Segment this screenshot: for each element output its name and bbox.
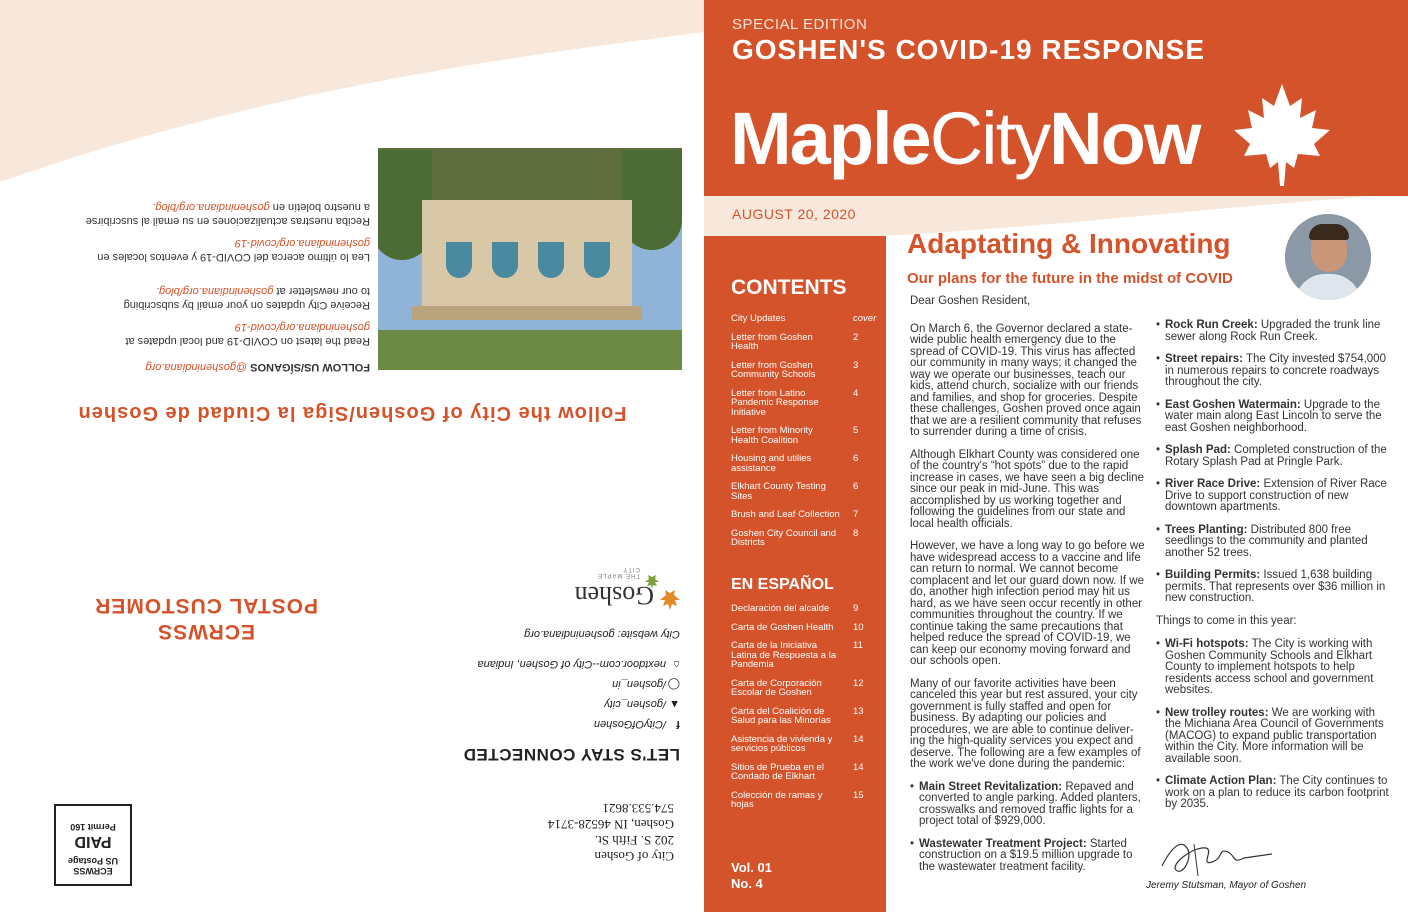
bullet-text: Upgraded the trunk line sewer along Rock Run Creek.: [1165, 319, 1381, 343]
toc-entry-page: 12: [853, 677, 864, 689]
update-item: Receive City updates on your email by subscribing to our newsletter at goshenindiana.org/blog.: [123, 285, 370, 311]
postage-paid: PAID: [74, 833, 112, 850]
column-2-future: [1156, 639, 1392, 811]
bullet-item: [1156, 354, 1392, 389]
bullet-dot-icon: •: [1156, 523, 1161, 536]
bullet-dot-icon: •: [1156, 706, 1161, 719]
bullet-item: [1156, 570, 1392, 605]
toc-entry-page: 14: [853, 761, 864, 773]
bullet-label: New trolley routes:: [1165, 706, 1269, 719]
bullet-label: Rock Run Creek:: [1165, 319, 1258, 331]
return-address-line: City of Goshen: [594, 849, 674, 864]
response-title: GOSHEN'S COVID-19 RESPONSE: [732, 34, 1205, 65]
return-address-line: 202 S. Fifth St.: [594, 833, 674, 848]
bullet-label: Trees Planting:: [1165, 523, 1248, 536]
city-hall-photo: [378, 148, 682, 370]
update-item: Lea lo último acerca del COVID-19 y eventos locales en goshenindiana.org/covid-19: [40, 236, 370, 264]
toc-entry[interactable]: [731, 604, 881, 614]
article-column-2: [1156, 320, 1392, 822]
signature-caption: Jeremy Stutsman, Mayor of Goshen: [1146, 880, 1307, 891]
return-address: [548, 800, 674, 864]
toc-entry-page: 13: [853, 705, 864, 717]
social-link[interactable]: ▲/goshen_city: [360, 694, 680, 714]
bullet-dot-icon: •: [910, 837, 915, 850]
bullet-dot-icon: •: [1156, 353, 1161, 365]
bullet-label: East Goshen Watermain:: [1165, 398, 1301, 411]
toc-entry-title: Carta de Corporación Escolar de Goshen: [731, 677, 822, 698]
bullet-text: The City continues to work on a plan to reduce its carbon footprint by 2035.: [1165, 775, 1389, 810]
toc-entry-page: 14: [853, 733, 864, 745]
bullet-item: [910, 782, 1146, 828]
toc-entry[interactable]: [731, 482, 881, 501]
toc-entry[interactable]: [731, 679, 881, 698]
toc-entry[interactable]: [731, 791, 881, 810]
toc-entry[interactable]: [731, 707, 881, 726]
toc-entry[interactable]: [731, 389, 881, 418]
return-address-line: 574.533.8621: [602, 801, 674, 816]
toc-entry-title: Carta de Goshen Health: [731, 621, 834, 633]
toc-entry-page: 5: [853, 425, 859, 436]
toc-entry[interactable]: [731, 763, 881, 782]
bird-icon: ▲: [669, 698, 680, 710]
bullet-label: Splash Pad:: [1165, 444, 1231, 456]
espanol-title: EN ESPAÑOL: [731, 576, 834, 593]
bullet-item: [1156, 708, 1392, 766]
postage-line: ECRWSS: [73, 866, 113, 876]
toc-entry[interactable]: [731, 333, 881, 352]
update-link[interactable]: goshenindiana.org/blog.: [152, 201, 270, 213]
bullet-dot-icon: •: [1156, 638, 1161, 650]
article-column-1: [910, 296, 1146, 884]
toc-entry-page: 4: [853, 387, 859, 399]
toc-entry-title: Declaración del alcalde: [731, 603, 830, 614]
future-intro: Things to come in this year:: [1156, 614, 1297, 627]
stay-connected-title: LET'S STAY CONNECTED: [463, 745, 680, 764]
volume-label: Vol. 01: [731, 860, 772, 875]
toc-entry[interactable]: [731, 641, 881, 670]
masthead: MapleCityNow: [730, 97, 1200, 180]
update-link[interactable]: goshenindiana.org/covid-19: [234, 237, 370, 249]
toc-entry-page: 3: [853, 359, 859, 371]
toc-entry[interactable]: [731, 426, 881, 445]
website-link[interactable]: City website: goshenindiana.org: [524, 628, 680, 640]
return-address-line: Goshen, IN 46528-3714: [547, 817, 674, 832]
toc-entry-page: 8: [853, 527, 859, 539]
toc-entry-page: cover: [853, 313, 877, 324]
toc-entry-page: 6: [853, 481, 859, 492]
maple-leaf-icon: [658, 586, 682, 612]
bullet-text: Completed construction of the Rotary Splash Pad at Pringle Park.: [1165, 444, 1387, 468]
front-cover: [704, 0, 1408, 912]
toc-entry-title: Letter from Latino Pandemic Response Initiative: [731, 387, 819, 418]
toc-entry[interactable]: [731, 623, 881, 633]
toc-entry-title: City Updates: [731, 313, 786, 324]
toc-entry[interactable]: [731, 735, 881, 754]
bullet-item: [1156, 525, 1392, 560]
toc-entry-title: Asistencia de vivienda y servicios públicos: [731, 733, 833, 754]
bullet-label: Wi-Fi hotspots:: [1165, 638, 1249, 650]
social-link[interactable]: ◯/goshen_in: [360, 674, 680, 694]
bullet-item: [1156, 639, 1392, 697]
toc-entry-page: 11: [853, 640, 863, 651]
update-link[interactable]: goshenindiana.org/blog.: [155, 285, 274, 297]
toc-entry-page: 2: [853, 331, 859, 343]
article-headline: Adaptating & Innovating: [907, 228, 1231, 259]
bullet-text: Upgrade to the water main along East Lincoln to serve the east Goshen neighborhood.: [1165, 398, 1382, 434]
toc-entry-title: Brush and Leaf Collection: [731, 509, 840, 520]
bullet-dot-icon: •: [1156, 319, 1161, 331]
toc-entry-title: Carta del Coalición de Salud para las Minorías: [731, 705, 831, 726]
bullet-label: Street repairs:: [1165, 353, 1243, 365]
toc-entry-page: 7: [853, 509, 859, 520]
instagram-icon: ◯: [667, 678, 680, 690]
article-paragraph: However, we have a long way to go before we have widespread access to a vaccine and life can return to normal. We cannot become complacent and let our guard down now. If we do, another high infection period may hit us hard, as we have seen occur recently in other communities throughout the country. If we continue taking the same precautions that helped reduce the spread of COVID-19, we can keep our economy moving forward and our schools open.: [910, 540, 1145, 667]
postal-line: ECRWSS: [157, 620, 255, 643]
toc-entry[interactable]: [731, 454, 881, 473]
update-item: Read the latest on COVID-19 and local updates at goshenindiana.org/covid-19: [40, 320, 370, 348]
postage-line: US Postage: [68, 856, 119, 866]
volume-info: [731, 860, 772, 892]
article-paragraph: Although Elkhart County was considered one of the country's “hot spots” due to the rapid increase in cases, we have seen a big decline since our peak in mid-June. This was accomplished by us working together and following the guidelines from our state and local health officials.: [910, 448, 1144, 530]
issue-date: AUGUST 20, 2020: [732, 206, 856, 222]
bullet-label: Main Street Revitalization:: [919, 780, 1063, 793]
follow-handle-link[interactable]: @goshenindiana.org: [145, 361, 248, 373]
salutation: Dear Goshen Resident,: [910, 295, 1031, 307]
bullet-dot-icon: •: [1156, 775, 1161, 787]
bullet-text: The City invested $754,000 in numerous repairs to concrete roadways throughout the city.: [1165, 353, 1386, 388]
postal-customer: [94, 592, 318, 644]
column-2-bullets: [1156, 320, 1392, 605]
toc-entry[interactable]: [731, 529, 881, 548]
article-paragraph: Many of our favorite activities have been canceled this year but rest assured, your city government is fully staffed and open for business. By adapting our policies and procedures, we are able to continue deliver-ing the high-quality services you expect and deserve. The following are a few examples of the work we've done during the pandemic:: [910, 677, 1141, 770]
social-link[interactable]: ⌂nextdoor.com--City of Goshen, Indiana: [360, 654, 680, 674]
bullet-item: [1156, 320, 1392, 343]
bullet-dot-icon: •: [910, 780, 915, 793]
postage-indicia: [54, 804, 132, 886]
bullet-dot-icon: •: [1156, 478, 1161, 490]
toc-entry-title: Elkhart County Testing Sites: [731, 481, 826, 502]
toc-entry-page: 10: [853, 621, 864, 633]
logo-name: Goshen: [574, 581, 654, 610]
bullet-text: Distributed 800 free seedlings to the community and planted another 52 trees.: [1165, 523, 1368, 559]
bullet-item: [1156, 445, 1392, 468]
toc-entry-title: Letter from Minority Health Coalition: [731, 425, 813, 446]
social-link[interactable]: f/CityOfGoshen: [360, 714, 680, 734]
toc-entry-page: 15: [853, 789, 864, 801]
column-1-bullets: [910, 782, 1146, 874]
facebook-icon: f: [676, 718, 680, 730]
article-paragraph: On March 6, the Governor declared a state-wide public health emergency due to the spread of COVID-19. This virus has affected our community in many ways; it changed the way we operate our businesses, teach our kids, attend church, socialize with our friends and families, and shop for groceries. Despite these challenges, Goshen proved once again that we are a resilient community that refuses to surrender during a time of crisis.: [910, 322, 1142, 438]
contents-sidebar: [704, 236, 886, 912]
contents-list: [731, 314, 881, 557]
toc-entry-title: Colección de ramas y hojas: [731, 789, 823, 810]
toc-entry[interactable]: [731, 314, 881, 324]
toc-entry-title: Letter from Goshen Health: [731, 331, 813, 352]
toc-entry-page: 6: [853, 453, 859, 464]
toc-entry-title: Goshen City Council and Districts: [731, 527, 837, 548]
toc-entry-title: Letter from Goshen Community Schools: [731, 359, 816, 380]
maple-leaf-icon: [1232, 82, 1332, 188]
bullet-item: [1156, 479, 1392, 514]
bullet-dot-icon: •: [1156, 398, 1161, 411]
update-item: Reciba nuestras actualizaciones en su email al suscribirse a nuestro boletín en goshenindiana.org/blog.: [85, 201, 370, 227]
update-link[interactable]: goshenindiana.org/covid-19: [234, 321, 370, 333]
toc-entry-title: Sitios de Prueba en el Condado de Elkhart: [731, 761, 824, 782]
follow-label-line: FOLLOW US/SÍGANOS @goshenindiana.org: [145, 361, 370, 373]
postage-permit: Permit 160: [70, 822, 116, 832]
bullet-text: Repaved and converted to angle parking. Added planters, crosswalks and removed traffic lights for a project total of $929,000.: [919, 780, 1141, 827]
espanol-list: [731, 604, 881, 819]
toc-entry[interactable]: [731, 361, 881, 380]
special-edition-label: SPECIAL EDITION: [732, 16, 868, 33]
bullet-item: [910, 839, 1146, 874]
goshen-logo: [574, 556, 682, 612]
mayor-portrait: [1285, 214, 1371, 300]
postal-line: POSTAL CUSTOMER: [94, 594, 318, 617]
bullet-dot-icon: •: [1156, 569, 1161, 581]
stay-connected: [360, 628, 680, 764]
issue-number: No. 4: [731, 876, 763, 891]
logo-tagline: THE MAPLE CITY: [596, 566, 640, 578]
bullet-dot-icon: •: [1156, 444, 1161, 456]
article-subhead: Our plans for the future in the midst of COVID: [907, 270, 1233, 287]
contents-title: CONTENTS: [731, 276, 847, 299]
nextdoor-icon: ⌂: [673, 658, 680, 670]
bullet-text: Issued 1,638 building permits. That represents over $36 million in new construction.: [1165, 569, 1386, 604]
toc-entry-page: 9: [853, 603, 859, 614]
follow-block: [40, 200, 370, 374]
bullet-text: The City is working with Goshen Community Schools and Elkhart County to implement hotspots to help residents access school and government websites.: [1165, 638, 1374, 696]
bullet-label: Wastewater Treatment Project:: [919, 837, 1087, 850]
mayor-signature: [1154, 836, 1274, 880]
toc-entry-title: Carta de la Iniciativa Latina de Respuesta a la Pandemia: [731, 640, 837, 670]
bullet-label: Building Permits:: [1165, 569, 1261, 581]
follow-heading: Follow the City of Goshen/Siga la Ciudad de Goshen: [77, 402, 627, 424]
bullet-text: Extension of River Race Drive to support construction of new downtown apartments.: [1165, 478, 1387, 513]
bullet-text: Started construction on a $19.5 million upgrade to the wastewater treatment facility.: [919, 837, 1133, 873]
bullet-label: Climate Action Plan:: [1165, 775, 1277, 787]
toc-entry[interactable]: [731, 510, 881, 520]
toc-entry-title: Housing and utilies assistance: [731, 453, 812, 474]
bullet-text: We are working with the Michiana Area Council of Governments (MACOG) to expand public transportation within the City. More information will be available soon.: [1165, 706, 1384, 765]
bullet-item: [1156, 400, 1392, 435]
column-1-paragraphs: [910, 324, 1146, 771]
bullet-item: [1156, 776, 1392, 811]
bullet-label: River Race Drive:: [1165, 478, 1261, 490]
